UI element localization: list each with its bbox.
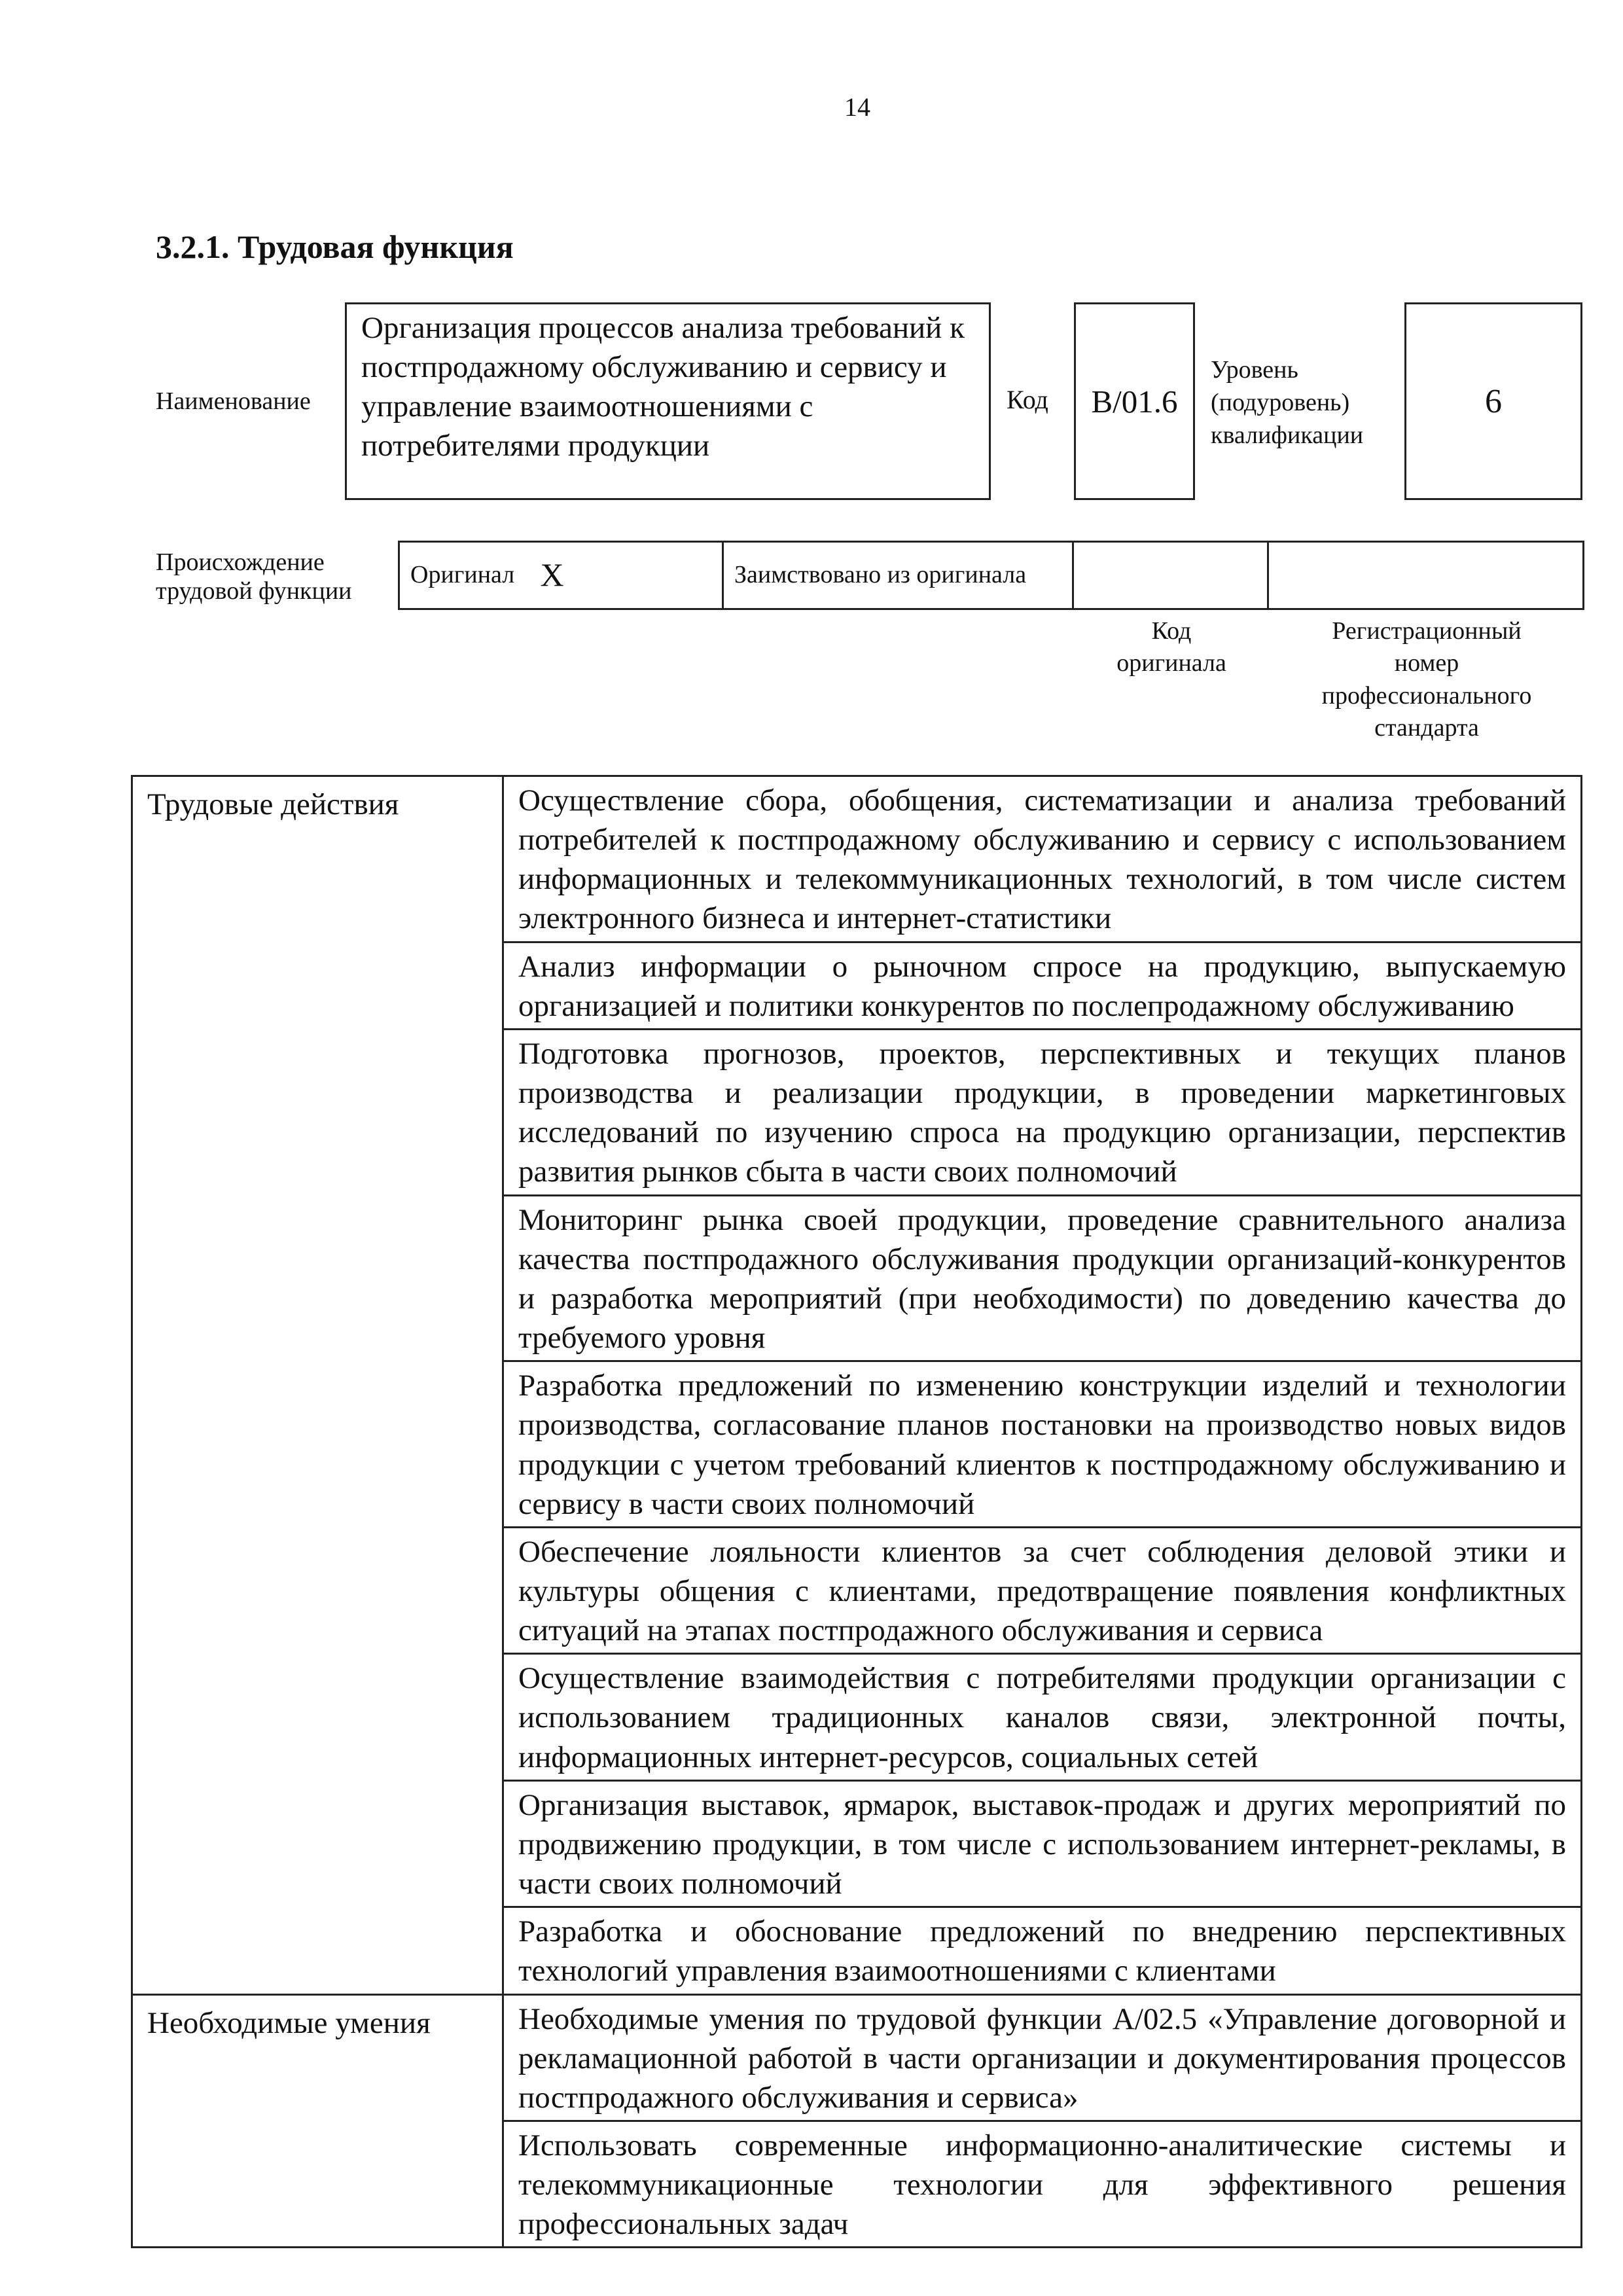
labor-action-item: Мониторинг рынка своей продукции, проведение сравнительного анализа качества постпродажного обслуживания продукции организаций-конкурентов и разработка мероприятий (при необходимости) по доведению качества до требуемого уровня <box>503 1195 1582 1361</box>
caption-line: профессионального <box>1321 681 1532 709</box>
origin-row <box>399 542 1584 609</box>
caption-line: номер <box>1394 649 1459 677</box>
code-label: Код <box>1007 385 1048 414</box>
labor-action-item: Осуществление сбора, обобщения, систематизации и анализа требований потребителей к постпродажному обслуживанию и сервису с использованием информационных и телекоммуникационных технологий, в том числе систем электронного бизнеса и интернет-статистики <box>503 776 1582 942</box>
labor-actions-label: Трудовые действия <box>132 776 503 1995</box>
level-label-line: квалификации <box>1211 422 1364 450</box>
level-label-line: Уровень <box>1211 356 1298 384</box>
origin-code-cell <box>1073 542 1268 609</box>
table-row <box>132 776 1582 942</box>
required-skill-item: Необходимые умения по трудовой функции A/02.5 «Управление договорной и рекламационной работой в части организации и документирования процессов постпродажного обслуживания и сервиса» <box>503 1994 1582 2121</box>
function-name-value: Организация процессов анализа требований к постпродажному обслуживанию и сервису и управление взаимоотношениями с потребителями продукции <box>361 311 965 463</box>
labor-action-item: Разработка предложений по изменению конструкции изделий и технологии производства, согласование планов постановки на производство новых видов продукции с учетом требований клиентов к постпродажному обслуживанию и сервису в части своих полномочий <box>503 1361 1582 1528</box>
table-row <box>132 1994 1582 2121</box>
original-code-caption <box>1073 615 1270 680</box>
name-label: Наименование <box>156 387 311 415</box>
code-value: B/01.6 <box>1091 383 1178 420</box>
section-heading: 3.2.1. Трудовая функция <box>156 228 514 265</box>
caption-line: оригинала <box>1116 649 1226 677</box>
code-box <box>1074 302 1195 500</box>
origin-borrowed-cell: Заимствовано из оригинала <box>723 542 1073 609</box>
labor-action-item: Организация выставок, ярмарок, выставок-продаж и других мероприятий по продвижению продукции, в том числе с использованием интернет-рекламы, в части своих полномочий <box>503 1780 1582 1907</box>
labor-action-item: Подготовка прогнозов, проектов, перспективных и текущих планов производства и реализации продукции, в проведении маркетинговых исследований по изучению спроса на продукцию организации, перспектив развития рынков сбыта в части своих полномочий <box>503 1029 1582 1195</box>
origin-original-cell: Оригинал <box>399 542 530 609</box>
level-value: 6 <box>1485 382 1502 420</box>
origin-label-line: Происхождение <box>156 548 325 576</box>
required-skill-item: Использовать современные информационно-аналитические системы и телекоммуникационные технологии для эффективного решения профессиональных задач <box>503 2121 1582 2248</box>
origin-label-line: трудовой функции <box>156 577 352 605</box>
level-box <box>1404 302 1582 500</box>
level-label <box>1211 353 1363 452</box>
caption-line: стандарта <box>1374 714 1479 742</box>
reg-number-caption <box>1270 615 1584 745</box>
function-name-box <box>345 302 991 500</box>
caption-line: Регистрационный <box>1332 617 1522 645</box>
caption-line: Код <box>1151 617 1192 645</box>
labor-action-item: Обеспечение лояльности клиентов за счет соблюдения деловой этики и культуры общения с клиентами, предотвращение появления конфликтных ситуаций на этапах постпродажного обслуживания и сервиса <box>503 1527 1582 1653</box>
page-number: 14 <box>844 92 870 122</box>
labor-action-item: Осуществление взаимодействия с потребителями продукции организации с использованием традиционных каналов связи, электронной почты, информационных интернет-ресурсов, социальных сетей <box>503 1654 1582 1780</box>
required-skills-label: Необходимые умения <box>132 1994 503 2248</box>
origin-label <box>156 548 352 605</box>
labor-action-item: Анализ информации о рыночном спросе на продукцию, выпускаемую организацией и политики конкурентов по послепродажному обслуживанию <box>503 942 1582 1029</box>
origin-table <box>398 541 1584 610</box>
labor-action-item: Разработка и обоснование предложений по внедрению перспективных технологий управления взаимоотношениями с клиентами <box>503 1907 1582 1994</box>
origin-reg-number-cell <box>1268 542 1584 609</box>
origin-mark-cell: X <box>530 542 723 609</box>
main-table <box>131 775 1582 2248</box>
level-label-line: (подуровень) <box>1211 389 1350 417</box>
